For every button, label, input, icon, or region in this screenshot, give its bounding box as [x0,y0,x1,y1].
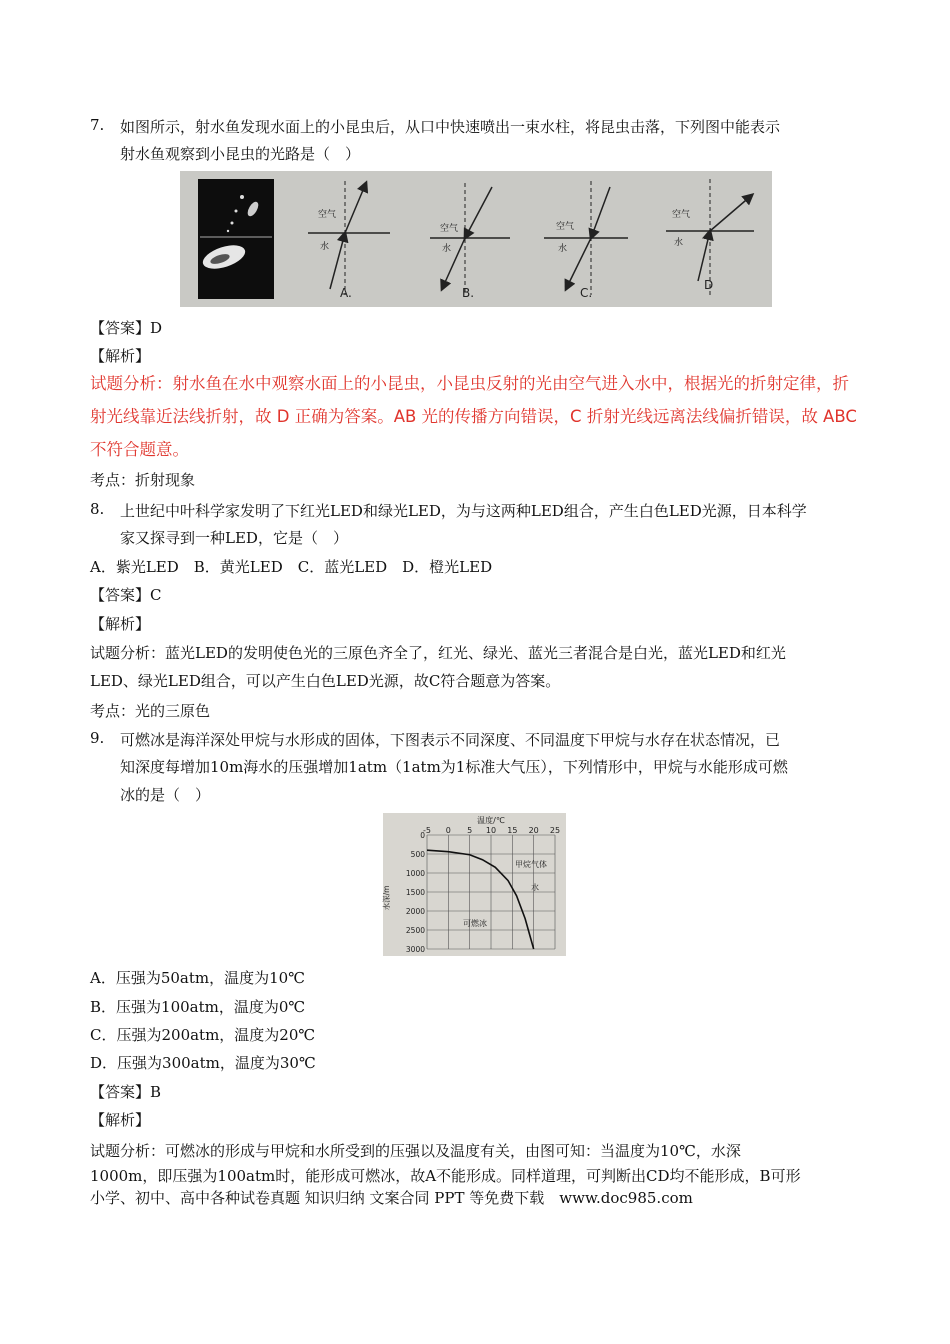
panel-a-water-label: 水 [320,242,330,252]
y-tick-label: 3000 [405,945,425,954]
q7-figure [180,171,772,307]
x-tick-label: 25 [549,826,561,835]
q9-option-c: C．压强为200atm，温度为20℃ [90,1026,316,1044]
panel-c-air-label: 空气 [556,222,575,232]
q8-analysis-line1: 试题分析：蓝光LED的发明使色光的三原色齐全了，红光、绿光、蓝光三者混合是白光，蓝光LED和红光 [90,644,786,662]
y-tick-label: 2000 [405,907,425,916]
q7-analysis-line2: 射光线靠近法线折射，故 D 正确为答案。AB 光的传播方向错误，C 折射光线远离法线偏折错误，故 ABC [90,407,857,426]
methane-hydrate-chart [383,813,566,956]
panel-b-air-label: 空气 [440,224,459,234]
panel-c-label: C. [580,286,593,300]
panel-d-air-label: 空气 [672,210,691,220]
chart-title: 温度/℃ [477,816,505,825]
q7-kaodian: 考点：折射现象 [90,471,196,489]
y-axis-label: 水深/m [382,885,391,911]
x-tick-label: 5 [467,826,473,835]
panel-b-label: B. [462,286,475,300]
y-tick-label: 500 [410,850,425,859]
panel-d-label: D [704,278,714,292]
q8-number: 8. [90,500,105,518]
q9-option-b: B．压强为100atm，温度为0℃ [90,998,306,1016]
q9-answer: 【答案】B [90,1083,162,1101]
x-tick-label: 20 [528,826,539,835]
q7-stem-line1: 如图所示，射水鱼发现水面上的小昆虫后，从口中快速喷出一束水柱，将昆虫击落，下列图中能表示 [120,118,781,136]
panel-a-air-label: 空气 [318,210,337,220]
q9-stem-line1: 可燃冰是海洋深处甲烷与水形成的固体，下图表示不同深度、不同温度下甲烷与水存在状态情况，已 [120,731,781,749]
q9-analysis-line1: 试题分析：可燃冰的形成与甲烷和水所受到的压强以及温度有关，由图可知：当温度为10℃，水深 [90,1142,741,1160]
q7-analysis-title: 【解析】 [90,347,151,365]
y-tick-label: 2500 [405,926,425,935]
footer-banner: 小学、初中、高中各种试卷真题 知识归纳 文案合同 PPT 等免费下载 www.doc985.com [90,1189,693,1207]
q9-option-a: A．压强为50atm，温度为10℃ [90,969,305,987]
region-label-methane-gas: 甲烷气体 [515,860,547,869]
q8-analysis-line2: LED、绿光LED组合，可以产生白色LED光源，故C符合题意为答案。 [90,672,561,690]
region-label-hydrate: 可燃冰 [463,919,487,928]
panel-c-water-label: 水 [558,244,568,254]
q9-option-d: D．压强为300atm，温度为30℃ [90,1054,316,1072]
q9-analysis-title: 【解析】 [90,1111,151,1129]
q7-analysis-line1: 试题分析：射水鱼在水中观察水面上的小昆虫，小昆虫反射的光由空气进入水中，根据光的折射定律，折 [90,374,849,393]
q7-number: 7. [90,116,105,134]
y-tick-label: 0 [420,831,425,840]
chart-svg [383,813,566,956]
panel-a-label: A. [340,286,352,300]
q8-answer: 【答案】C [90,586,162,604]
q7-stem-line2: 射水鱼观察到小昆虫的光路是（ ） [120,145,361,163]
x-tick-label: 15 [507,826,518,835]
q9-stem-line3: 冰的是（ ） [120,786,211,804]
x-tick-label: 0 [445,826,451,835]
q8-stem-line2: 家又探寻到一种LED，它是（ ） [120,529,348,547]
q8-stem-line1: 上世纪中叶科学家发明了下红光LED和绿光LED，为与这两种LED组合，产生白色LED光源，日本科学 [120,502,807,520]
q8-options: A．紫光LED B．黄光LED C．蓝光LED D．橙光LED [90,558,493,576]
q9-analysis-line2: 1000m，即压强为100atm时，能形成可燃冰，故A不能形成。同样道理，可判断出CD均不能形成，B可形 [90,1167,801,1185]
q8-kaodian: 考点：光的三原色 [90,702,211,720]
panel-b-water-label: 水 [442,244,452,254]
x-tick-label: -5 [423,826,431,835]
region-label-water: 水 [531,883,539,892]
y-tick-label: 1000 [405,869,425,878]
q7-answer: 【答案】D [90,319,163,337]
q7-analysis-line3: 不符合题意。 [90,440,189,459]
panel-d-water-label: 水 [674,238,684,248]
x-tick-label: 10 [485,826,497,835]
q8-analysis-title: 【解析】 [90,615,151,633]
q9-stem-line2: 知深度每增加10m海水的压强增加1atm（1atm为1标准大气压），下列情形中，甲烷与水能形成可燃 [120,758,788,776]
y-tick-label: 1500 [405,888,425,897]
q9-number: 9. [90,729,105,747]
